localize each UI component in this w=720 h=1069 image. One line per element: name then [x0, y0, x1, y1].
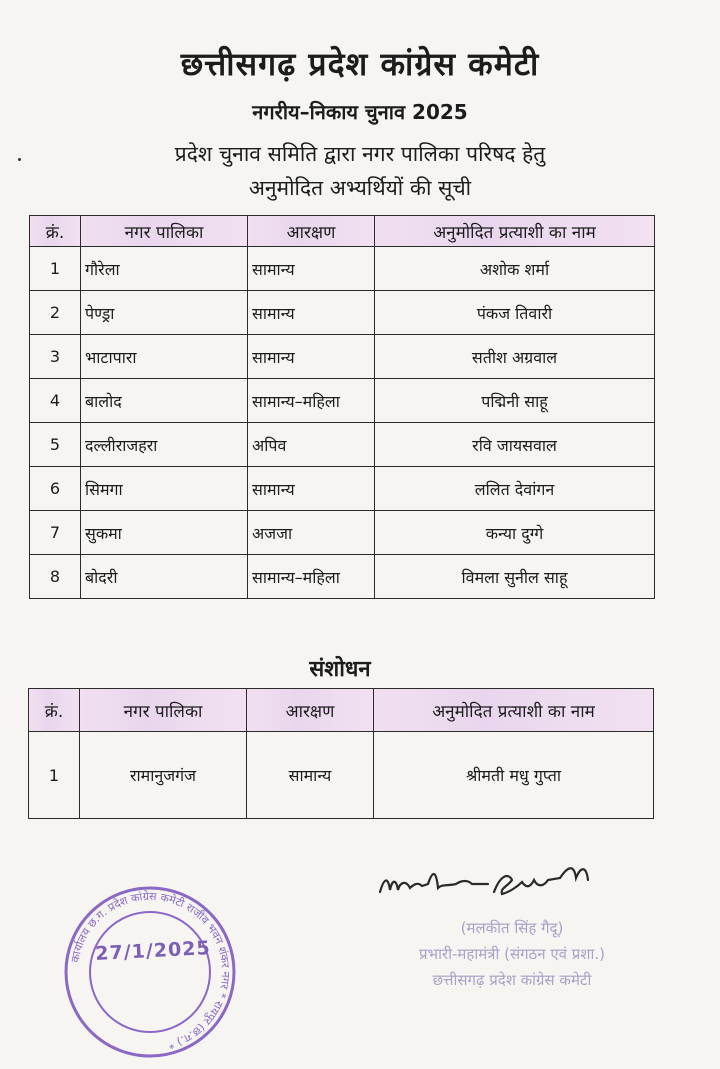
office-stamp	[62, 884, 238, 1060]
table-row	[30, 335, 655, 379]
cell-serial: 4	[30, 379, 81, 423]
cell-municipality: सुकमा	[81, 511, 248, 555]
column-municipality: नगर पालिका	[80, 689, 247, 732]
table-header-row	[29, 689, 654, 732]
cell-serial: 5	[30, 423, 81, 467]
cell-serial: 1	[30, 247, 81, 291]
cell-serial: 8	[30, 555, 81, 599]
cell-reservation: सामान्य	[247, 732, 374, 819]
description-line-1: प्रदेश चुनाव समिति द्वारा नगर पालिका परिषद हेतु	[174, 142, 546, 166]
column-reservation: आरक्षण	[248, 216, 375, 247]
cell-municipality: भाटापारा	[81, 335, 248, 379]
cell-municipality: पेण्ड्रा	[81, 291, 248, 335]
table-row	[29, 732, 654, 819]
cell-candidate: विमला सुनील साहू	[375, 555, 655, 599]
table-row	[30, 555, 655, 599]
cell-serial: 7	[30, 511, 81, 555]
handwritten-signature	[376, 858, 636, 908]
signatory-name: (मलकीत सिंह गैदू)	[460, 919, 564, 937]
signatory-organization: छत्तीसगढ़ प्रदेश कांग्रेस कमेटी	[432, 971, 592, 989]
cell-candidate: श्रीमती मधु गुप्ता	[374, 732, 654, 819]
cell-reservation: सामान्य	[248, 335, 375, 379]
column-serial: क्रं.	[29, 689, 80, 732]
cell-reservation: सामान्य–महिला	[248, 379, 375, 423]
table-row	[30, 247, 655, 291]
cell-municipality: सिमगा	[81, 467, 248, 511]
cell-municipality: दल्लीराजहरा	[81, 423, 248, 467]
cell-serial: 6	[30, 467, 81, 511]
description-line-2: अनुमोदित अभ्यर्थियों की सूची	[248, 176, 472, 200]
cell-reservation: सामान्य	[248, 247, 375, 291]
cell-candidate: रवि जायसवाल	[375, 423, 655, 467]
document-title: छत्तीसगढ़ प्रदेश कांग्रेस कमेटी	[180, 45, 540, 83]
column-municipality: नगर पालिका	[81, 216, 248, 247]
stamp-date: 27/1/2025	[94, 936, 212, 966]
table-row	[30, 423, 655, 467]
cell-candidate: सतीश अग्रवाल	[375, 335, 655, 379]
cell-reservation: अजजा	[248, 511, 375, 555]
cell-serial: 1	[29, 732, 80, 819]
cell-municipality: बोदरी	[81, 555, 248, 599]
column-reservation: आरक्षण	[247, 689, 374, 732]
signatory-designation: प्रभारी-महामंत्री (संगठन एवं प्रशा.)	[418, 945, 605, 963]
amendment-heading: संशोधन	[309, 657, 371, 682]
table-header-row	[30, 216, 655, 247]
cell-municipality: रामानुजगंज	[80, 732, 247, 819]
cell-candidate: पंकज तिवारी	[375, 291, 655, 335]
table-row	[30, 511, 655, 555]
cell-municipality: गौरेला	[81, 247, 248, 291]
cell-candidate: अशोक शर्मा	[375, 247, 655, 291]
cell-candidate: कन्या दुग्गे	[375, 511, 655, 555]
amendment-table	[28, 688, 654, 819]
svg-text:कार्यालय छ.ग. प्रदेश कांग्रेस: कार्यालय छ.ग. प्रदेश कांग्रेस कमेटी राजीव भवन शंकर नगर * रायपुर (छ.ग.) *	[68, 889, 233, 1052]
cell-reservation: सामान्य–महिला	[248, 555, 375, 599]
cell-serial: 3	[30, 335, 81, 379]
table-row	[30, 291, 655, 335]
table-row	[30, 379, 655, 423]
cell-reservation: सामान्य	[248, 467, 375, 511]
column-serial: क्रं.	[30, 216, 81, 247]
column-candidate: अनुमोदित प्रत्याशी का नाम	[375, 216, 655, 247]
candidates-table	[29, 215, 655, 599]
table-row	[30, 467, 655, 511]
cell-candidate: पद्मिनी साहू	[375, 379, 655, 423]
cell-reservation: अपिव	[248, 423, 375, 467]
cell-candidate: ललित देवांगन	[375, 467, 655, 511]
column-candidate: अनुमोदित प्रत्याशी का नाम	[374, 689, 654, 732]
cell-municipality: बालोद	[81, 379, 248, 423]
cell-reservation: सामान्य	[248, 291, 375, 335]
document-subtitle: नगरीय–निकाय चुनाव 2025	[252, 100, 468, 124]
cell-serial: 2	[30, 291, 81, 335]
